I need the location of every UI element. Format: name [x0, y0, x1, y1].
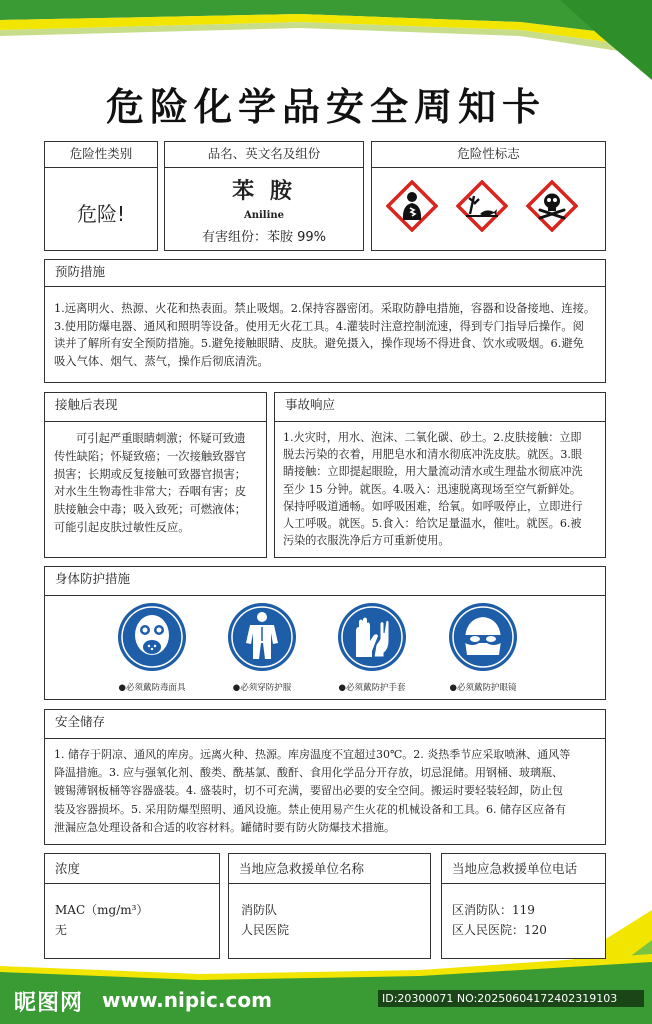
product-header: 品名、英文名及组份 — [165, 142, 363, 168]
text-line: 3.使用防爆电器、通风和照明等设备。使用无火花工具。4.灌装时注意控制流速，得到专门指导后操作。阅 — [54, 319, 584, 333]
page-title: 危险化学品安全周知卡 — [105, 85, 546, 129]
hazard-category-box — [44, 141, 158, 251]
text-line: 1. 储存于阴凉、通风的库房。远离火种、热源。库房温度不宜超过30℃。2. 炎热季节应采取喷淋、通风等 — [54, 748, 571, 761]
text-line: 吸入气体、烟气、蒸气，操作后彻底清洗。 — [54, 354, 269, 368]
hazard-category-header: 危险性类别 — [45, 142, 157, 168]
ppe-label: ●必须戴防护手套 — [338, 683, 406, 693]
hazard-category-value: 危险! — [76, 202, 126, 226]
rescue-phone-1: 区消防队：119 — [452, 903, 535, 917]
text-line: 可引起严重眼睛刺激；怀疑可致遗 — [76, 432, 246, 445]
exposure-text — [54, 430, 266, 537]
text-line: 保持呼吸道通畅。如呼吸困难，给氧。如呼吸停止，立即进行 — [283, 499, 583, 513]
text-line: 人工呼吸。就医。5.食入：给饮足量温水，催吐。就医。6.被 — [283, 517, 582, 531]
ppe-item — [207, 601, 317, 693]
text-line: 读并了解所有安全预防措施。5.避免接触眼睛、皮肤。避免摄入，操作现场不得进食、饮水或吸烟。6.避免 — [54, 337, 584, 351]
concentration-box — [44, 853, 220, 959]
protection-header: 身体防护措施 — [55, 571, 131, 586]
health-hazard-icon — [386, 180, 438, 232]
text-line: 降温措施。3. 应与强氧化剂、酸类、酰基氯、酸酐、食用化学品分开存放，切忌混储。用钢桶、玻璃瓶、 — [54, 766, 563, 780]
emergency-text — [283, 429, 605, 549]
product-name-en: Aniline — [243, 210, 285, 221]
top-decoration — [0, 0, 652, 80]
rescue-unit-2: 人民医院 — [241, 923, 290, 937]
goggles-icon — [447, 601, 519, 673]
emergency-box — [274, 392, 606, 558]
text-line: 至少 15 分钟。就医。4.吸入：迅速脱离现场至空气新鲜处。 — [283, 482, 582, 496]
hazard-signs-box — [371, 141, 606, 251]
footer-logo: 昵图网 — [14, 991, 84, 1016]
product-composition: 有害组份：苯胺 99% — [201, 230, 327, 245]
prevention-text — [54, 300, 604, 370]
ppe-label: ●必须穿防护服 — [232, 683, 292, 693]
text-line: 1.火灾时，用水、泡沫、二氧化碳、砂土。2.皮肤接触：立即 — [283, 431, 582, 444]
rescue-phone-box — [441, 853, 606, 959]
text-line: 可能引起皮肤过敏性反应。 — [54, 520, 190, 534]
concentration-value: 无 — [55, 923, 68, 937]
text-line: 1.远离明火、热源、火花和热表面。禁止吸烟。2.保持容器密闭。采取防静电措施，容器和设备接地、连接。 — [54, 302, 596, 315]
storage-text — [54, 746, 606, 837]
text-line: 脱去污染的衣着，用肥皂水和清水彻底冲洗皮肤。就医。3.眼 — [283, 448, 583, 462]
footer-id: ID:20300071 NO:20250604172402319103 — [378, 990, 644, 1007]
ppe-item — [97, 601, 207, 693]
protection-box — [44, 566, 606, 700]
footer-url: www.nipic.com — [102, 988, 272, 1012]
rescue-phone-2: 区人民医院：120 — [452, 923, 547, 937]
ppe-item — [428, 601, 538, 693]
product-name-cn: 苯 胺 — [232, 179, 296, 204]
rescue-unit-box — [228, 853, 431, 959]
environment-hazard-icon — [456, 180, 508, 232]
text-line: 泄漏应急处理设备和合适的收容材料。罐储时要有防火防爆技术措施。 — [54, 820, 395, 834]
text-line: 传性缺陷；怀疑致癌；一次接触致器官 — [54, 449, 247, 463]
emergency-header: 事故响应 — [285, 397, 336, 412]
concentration-mac: MAC（mg/m³） — [55, 903, 149, 917]
storage-header: 安全储存 — [55, 714, 106, 729]
exposure-header: 接触后表现 — [55, 397, 118, 412]
toxic-skull-icon — [526, 180, 578, 232]
storage-box — [44, 709, 606, 845]
prevention-header: 预防措施 — [55, 264, 106, 279]
text-line: 对水生生物毒性非常大；吞咽有害；皮 — [54, 485, 247, 499]
ppe-item — [317, 601, 427, 693]
prevention-box — [44, 259, 606, 383]
ppe-label: ●必须戴防护眼镜 — [449, 683, 517, 693]
product-box — [164, 141, 364, 251]
rescue-unit-1: 消防队 — [241, 903, 278, 917]
hazard-signs-header: 危险性标志 — [372, 142, 605, 168]
concentration-header: 浓度 — [45, 854, 219, 884]
text-line: 污染的衣服洗净后方可重新使用。 — [283, 534, 450, 548]
exposure-box — [44, 392, 267, 558]
text-line: 睛接触：立即提起眼睑，用大量流动清水或生理盐水彻底冲洗 — [283, 465, 583, 479]
text-line: 装及容器损坏。5. 采用防爆型照明、通风设施。禁止使用易产生火花的机械设备和工具。6. 储存区应备有 — [54, 802, 566, 816]
ppe-label: ●必须戴防毒面具 — [118, 683, 186, 693]
rescue-unit-header: 当地应急救援单位名称 — [229, 854, 430, 884]
protective-suit-icon — [226, 601, 298, 673]
text-line: 镀锡薄钢板桶等容器盛装。4. 盛装时，切不可充满，要留出必要的安全空间。搬运时要轻装轻卸，防止包 — [54, 784, 563, 798]
text-line: 损害；长期或反复接触可致器官损害； — [54, 467, 247, 481]
text-line: 肤接触会中毒；吸入致死；可燃液体； — [54, 503, 247, 517]
rescue-phone-header: 当地应急救援单位电话 — [442, 854, 605, 884]
gas-mask-icon — [116, 601, 188, 673]
gloves-icon — [336, 601, 408, 673]
